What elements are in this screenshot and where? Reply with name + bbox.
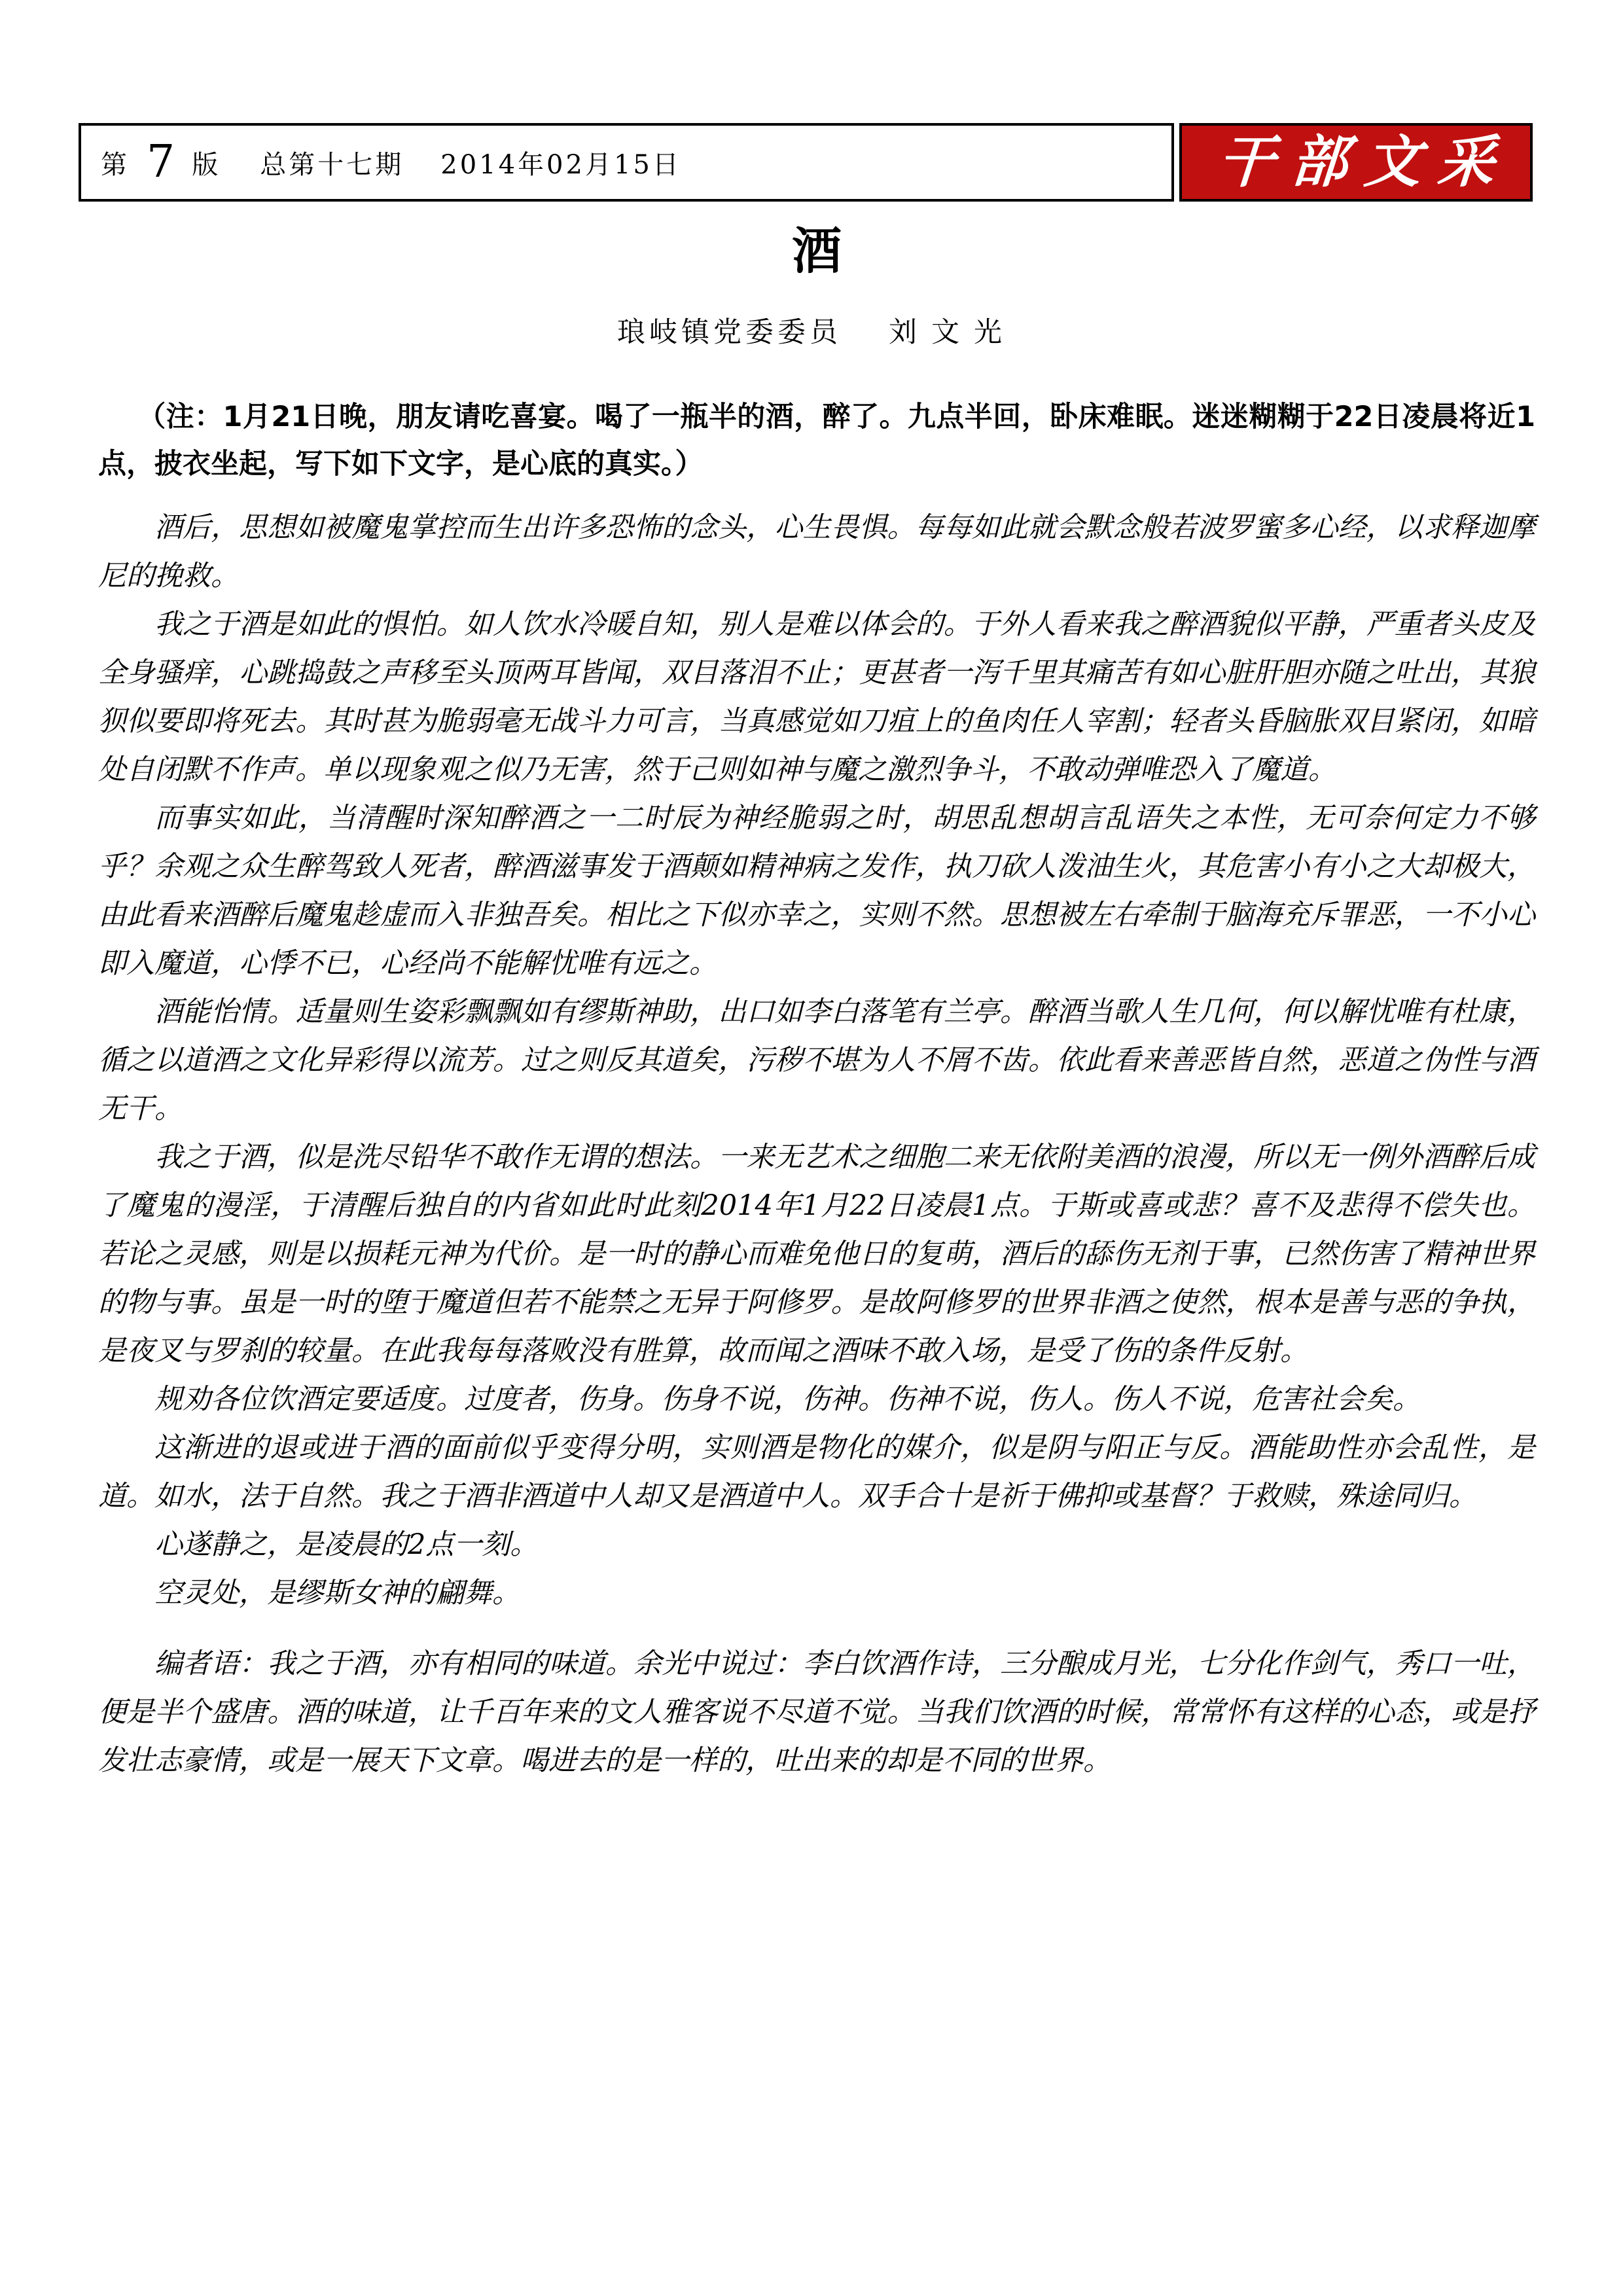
edition-number: 7 [147,136,175,188]
issue-label: 总第十七期 [260,149,404,180]
date-label: 2014年02月15日 [440,149,681,180]
byline-role: 琅岐镇党委委员 [617,315,842,349]
masthead-text: 干部文采 [1215,130,1514,195]
body-paragraph: 酒后，思想如被魔鬼掌控而生出许多恐怖的念头，心生畏惧。每每如此就会默念般若波罗蜜多心经，以求释迦摩尼的挽救。 [98,511,1535,592]
section-masthead [1179,123,1533,202]
article-title: 酒 [792,222,842,280]
article-body [98,503,1535,1617]
author-note: （注：1月21日晚，朋友请吃喜宴。喝了一瓶半的酒，醉了。九点半回，卧床难眠。迷迷糊糊于22日凌晨将近1点，披衣坐起，写下如下文字，是心底的真实。） [98,400,1535,480]
body-paragraph: 这渐进的退或进于酒的面前似乎变得分明，实则酒是物化的媒介，似是阴与阳正与反。酒能助性亦会乱性，是道。如水，法于自然。我之于酒非酒道中人却又是酒道中人。双手合十是祈于佛抑或基督？于救赎，殊途同归。 [98,1431,1535,1513]
article [98,202,1535,1785]
editor-note: 编者语：我之于酒，亦有相同的味道。余光中说过：李白饮酒作诗，三分酿成月光，七分化作剑气，秀口一吐，便是半个盛唐。酒的味道，让千百年来的文人雅客说不尽道不觉。当我们饮酒的时候，常常怀有这样的心态，或是抒发壮志豪情，或是一展天下文章。喝进去的是一样的，吐出来的却是不同的世界。 [98,1647,1535,1777]
body-paragraph: 我之于酒是如此的惧怕。如人饮水冷暖自知，别人是难以体会的。于外人看来我之醉酒貌似平静，严重者头皮及全身骚痒，心跳捣鼓之声移至头顶两耳皆闻，双目落泪不止；更甚者一泻千里其痛苦有如心脏肝胆亦随之吐出，其狼狈似要即将死去。其时甚为脆弱毫无战斗力可言，当真感觉如刀疽上的鱼肉任人宰割；轻者头昏脑胀双目紧闭，如暗处自闭默不作声。单以现象观之似乃无害，然于己则如神与魔之激烈争斗，不敢动弹唯恐入了魔道。 [98,607,1535,786]
byline-name: 刘文光 [889,315,1016,349]
body-paragraph: 酒能怡情。适量则生姿彩飘飘如有缪斯神助，出口如李白落笔有兰亭。醉酒当歌人生几何，何以解忧唯有杜康，循之以道酒之文化异彩得以流芳。过之则反其道矣，污秽不堪为人不屑不齿。依此看来善恶皆自然，恶道之伪性与酒无干。 [98,995,1535,1125]
body-paragraph: 而事实如此，当清醒时深知醉酒之一二时辰为神经脆弱之时，胡思乱想胡言乱语失之本性，无可奈何定力不够乎？余观之众生醉驾致人死者，醉酒滋事发于酒颠如精神病之发作，执刀砍人泼油生火，其危害小有小之大却极大，由此看来酒醉后魔鬼趁虚而入非独吾矣。相比之下似亦幸之，实则不然。思想被左右牵制于脑海充斥罪恶，一不小心即入魔道，心悸不已，心经尚不能解忧唯有远之。 [98,801,1535,980]
body-paragraph: 心遂静之，是凌晨的2点一刻。 [154,1528,539,1561]
body-paragraph: 空灵处，是缪斯女神的翩舞。 [154,1576,520,1609]
page-header [79,123,1533,202]
edition-suffix-label: 版 [192,149,221,180]
body-paragraph: 我之于酒，似是洗尽铅华不敢作无谓的想法。一来无艺术之细胞二来无依附美酒的浪漫，所以无一例外酒醉后成了魔鬼的漫淫，于清醒后独自的内省如此时此刻2014年1月22日凌晨1点。于斯或喜或悲？喜不及悲得不偿失也。若论之灵感，则是以损耗元神为代价。是一时的静心而难免他日的复萌，酒后的舔伤无剂于事，已然伤害了精神世界的物与事。虽是一时的堕于魔道但若不能禁之无异于阿修罗。是故阿修罗的世界非酒之使然，根本是善与恶的争执，是夜叉与罗刹的较量。在此我每每落败没有胜算，故而闻之酒味不敢入场，是受了伤的条件反射。 [98,1140,1535,1367]
edition-prefix-label: 第 [101,149,130,180]
body-paragraph: 规劝各位饮酒定要适度。过度者，伤身。伤身不说，伤神。伤神不说，伤人。伤人不说，危害社会矣。 [154,1382,1421,1416]
edition-info-box [79,123,1174,202]
byline [98,310,1535,350]
